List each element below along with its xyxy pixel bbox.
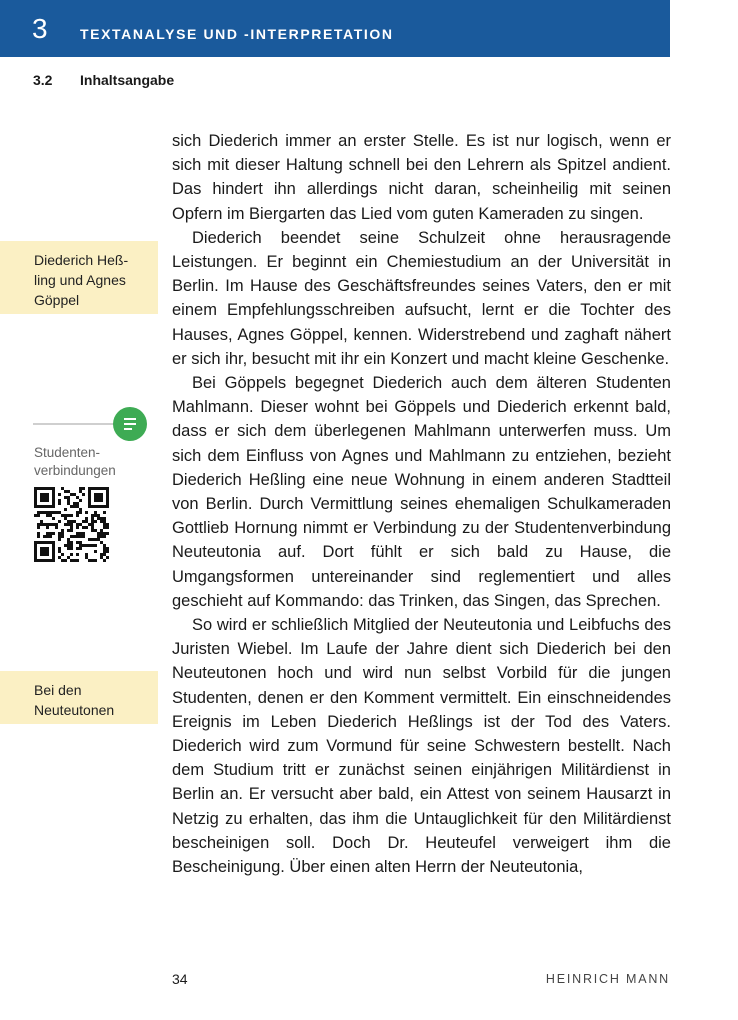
body-text <box>172 129 671 879</box>
margin-label-studentenverbindungen <box>34 444 116 480</box>
paragraph: sich Diederich immer an erster Stelle. Es ist nur logisch, wenn er sich mit dieser Haltung schnell bei den Lehrern als Spitzel andient. Das hindert ihn allerdings nicht daran, scheinheilig mit seinen Opfern im Biergarten das Lied vom guten Kameraden zu singen. <box>172 132 671 223</box>
margin-note-line: Neuteutonen <box>34 702 115 718</box>
chapter-title: TEXTANALYSE UND -INTERPRETATION <box>80 26 394 42</box>
margin-label-line: verbindungen <box>34 463 116 478</box>
chapter-header-bar <box>0 0 670 57</box>
margin-note-line: Diederich Heß- <box>34 252 129 268</box>
margin-note-goeppel <box>0 241 158 314</box>
margin-note-line: ling und Agnes <box>34 272 126 288</box>
paragraph: Diederich beendet seine Schulzeit ohne herausragende Leistungen. Er beginnt ein Chemiestudium an der Universität in Berlin. Im Hause des Geschäftsfreundes seines Vaters, den er mit einem Empfehlungsschreiben aufsucht, lernt er die Tochter des Hauses, Agnes Göppel, kennen. Widerstrebend und zaghaft nähert er sich ihr, besucht mit ihr ein Konzert und macht kleine Geschenke. <box>172 228 671 368</box>
margin-label-line: Studenten- <box>34 445 101 460</box>
margin-note-neuteutonen <box>0 671 158 724</box>
paragraph: So wird er schließlich Mitglied der Neuteutonia und Leibfuchs des Juristen Wiebel. Im Laufe der Jahre dient sich Diederich bei den Neuteutonen hoch und wird nun selbst Vorbild für die jungen Studenten, denen er den Komment vermittelt. Ein einschneidendes Ereignis im Leben Diederich Heßlings ist der Tod des Vaters. Diederich wird zum Vormund für seine Schwestern bestellt. Nach dem Studium tritt er zunächst seinen einjährigen Militärdienst in Berlin an. Er versucht aber bald, ein Attest von seinem Hausarzt in Netzig zu erhalten, das ihm die Untauglichkeit für den Militärdienst bescheinigen soll. Doch Dr. Heuteufel verweigert ihm die Bescheinigung. Über einen alten Herrn der Neuteutonia, <box>172 616 671 877</box>
section-number: 3.2 <box>33 72 53 88</box>
margin-note-line: Bei den <box>34 682 82 698</box>
margin-note-line: Göppel <box>34 292 80 308</box>
chapter-number: 3 <box>32 13 48 44</box>
margin-divider <box>33 423 117 425</box>
text-lines-icon[interactable] <box>113 407 147 441</box>
page-number: 34 <box>172 971 188 987</box>
running-title: HEINRICH MANN <box>545 972 670 986</box>
section-title: Inhaltsangabe <box>80 72 175 88</box>
qr-code-icon[interactable] <box>34 487 109 567</box>
paragraph: Bei Göppels begegnet Diederich auch dem älteren Studenten Mahlmann. Dieser wohnt bei Göppels und Diederich erkennt bald, dass er sich dem überlegenen Mahlmann unterwerfen muss. Um sich dem Einfluss von Agnes und Mahlmann zu entziehen, bezieht Diederich Heßling eine neue Wohnung in einem anderen Stadtteil von Berlin. Durch Vermittlung seines ehemaligen Schulkameraden Gottlieb Hornung nimmt er Verbindung zu der Studentenverbindung Neuteutonia auf. Dort fühlt er sich bald zu Hause, die Umgangsformen untereinander sind reglementiert und alles geschieht auf Kommando: das Trinken, das Singen, das Sprechen. <box>172 374 671 610</box>
